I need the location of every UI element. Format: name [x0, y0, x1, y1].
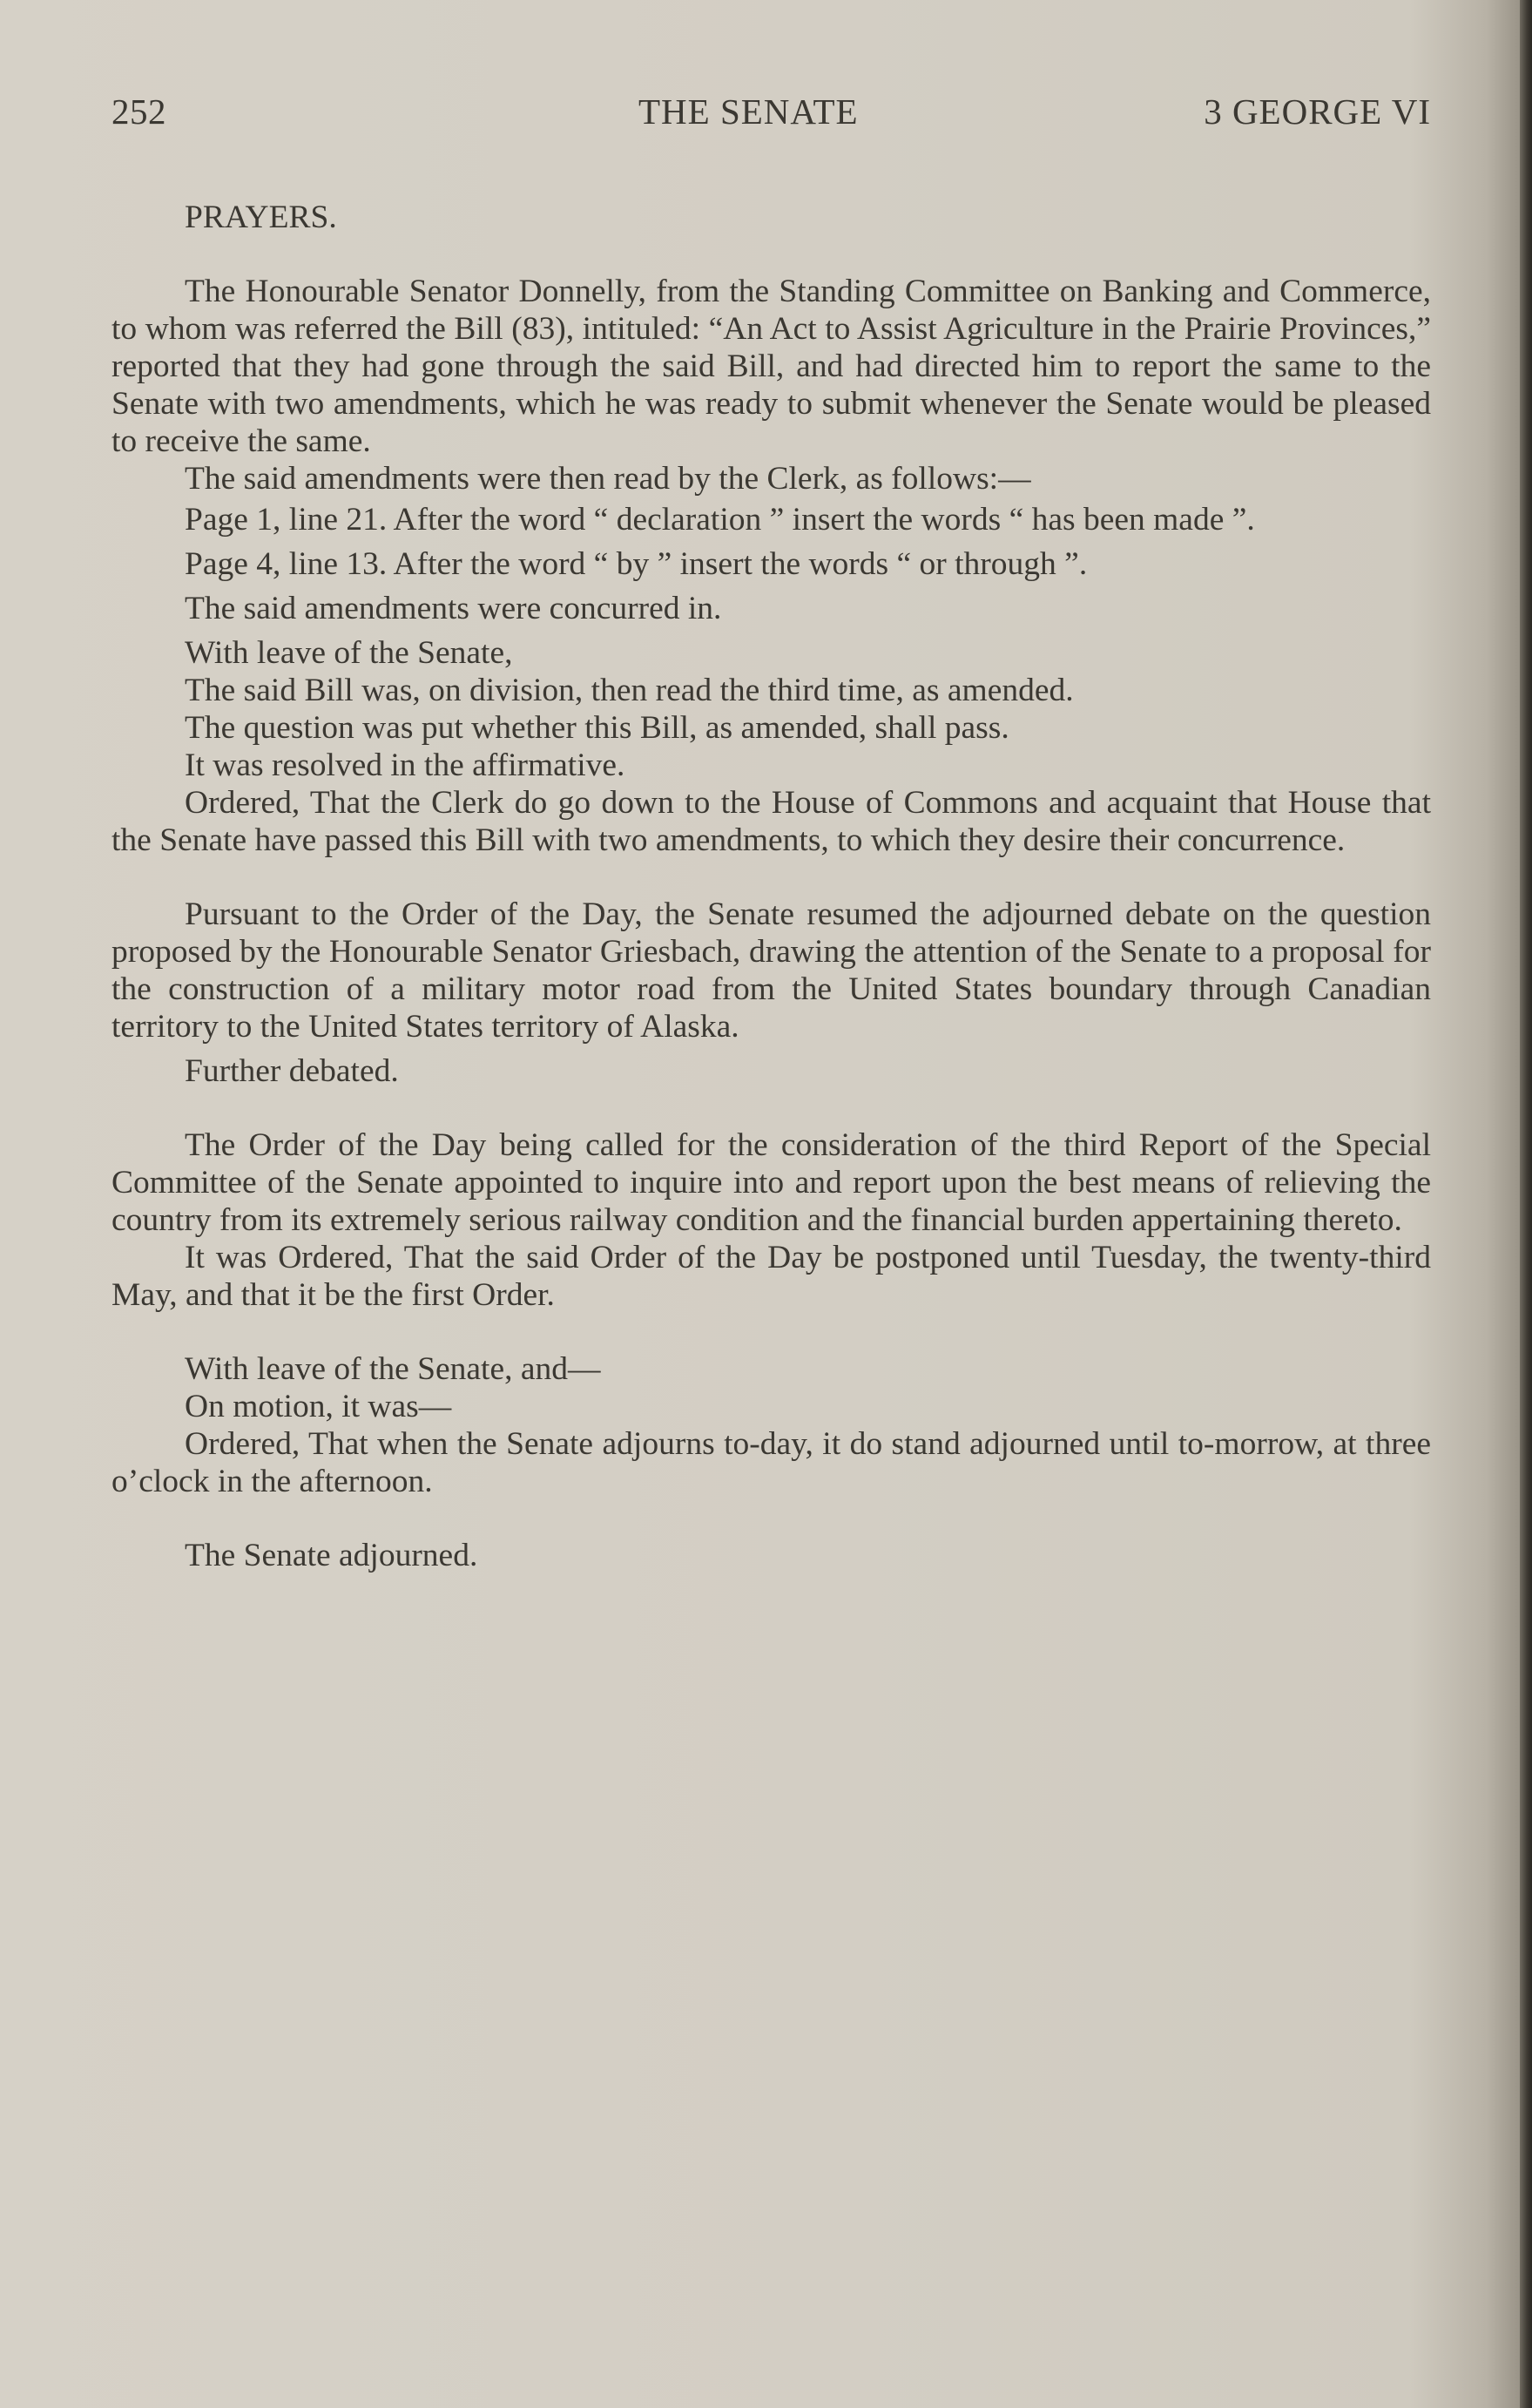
paragraph-third-reading: The said Bill was, on division, then read the third time, as amended. [185, 673, 1074, 708]
paragraph-leave-of-senate: With leave of the Senate, [185, 635, 513, 671]
header-regnal-year: 3 GEORGE VI [1204, 91, 1431, 132]
paragraph-postponed: It was Ordered, That the said Order of the Day be postponed until Tuesday, the twenty-third May, and that it be the first Order. [111, 1240, 1431, 1313]
paragraph-amendments-read: The said amendments were then read by the Clerk, as follows:— [185, 461, 1031, 497]
paragraph-ordered-commons: Ordered, That the Clerk do go down to the House of Commons and acquaint that House that the Senate have passed this Bill with two amendments, to which they desire their concurrence. [111, 785, 1431, 858]
paragraph-amendment-1: Page 1, line 21. After the word “ declaration ” insert the words “ has been made ”. [185, 502, 1255, 538]
prayers-heading: PRAYERS. [185, 200, 337, 235]
paragraph-further-debated: Further debated. [185, 1053, 399, 1089]
journal-body [111, 199, 1431, 1574]
paragraph-adjourned-debate: Pursuant to the Order of the Day, the Senate resumed the adjourned debate on the question proposed by the Honourable Senator Griesbach, drawing the attention of the Senate to a proposal for the construction of a military motor road from the United States boundary through Canadian territory to the United States territory of Alaska. [111, 896, 1431, 1045]
book-binding-edge [1520, 0, 1532, 2408]
paragraph-resolved: It was resolved in the affirmative. [185, 747, 625, 783]
running-header [111, 91, 1431, 134]
paragraph-ordered-adjourn: Ordered, That when the Senate adjourns to-day, it do stand adjourned until to-morrow, at three o’clock in the afternoon. [111, 1426, 1431, 1499]
paragraph-third-report: The Order of the Day being called for the consideration of the third Report of the Special Committee of the Senate appointed to inquire into and report upon the best means of relieving the country from its extremely serious railway condition and the financial burden appertaining thereto. [111, 1127, 1431, 1238]
paragraph-committee-report: The Honourable Senator Donnelly, from the Standing Committee on Banking and Commerce, to whom was referred the Bill (83), intituled: “An Act to Assist Agriculture in the Prairie Provinces,” reported that they had gone through the said Bill, and had directed him to report the same to the Senate with two amendments, which he was ready to submit whenever the Senate would be pleased to receive the same. [111, 274, 1431, 459]
paragraph-amendment-2: Page 4, line 13. After the word “ by ” insert the words “ or through ”. [185, 546, 1088, 582]
paragraph-senate-adjourned: The Senate adjourned. [185, 1538, 478, 1573]
paragraph-on-motion: On motion, it was— [185, 1389, 452, 1424]
header-title: THE SENATE [638, 91, 859, 132]
paragraph-leave-and: With leave of the Senate, and— [185, 1351, 601, 1387]
paragraph-question-put: The question was put whether this Bill, as amended, shall pass. [185, 710, 1009, 746]
paragraph-amendments-concurred: The said amendments were concurred in. [185, 591, 722, 626]
page-number: 252 [111, 91, 166, 132]
